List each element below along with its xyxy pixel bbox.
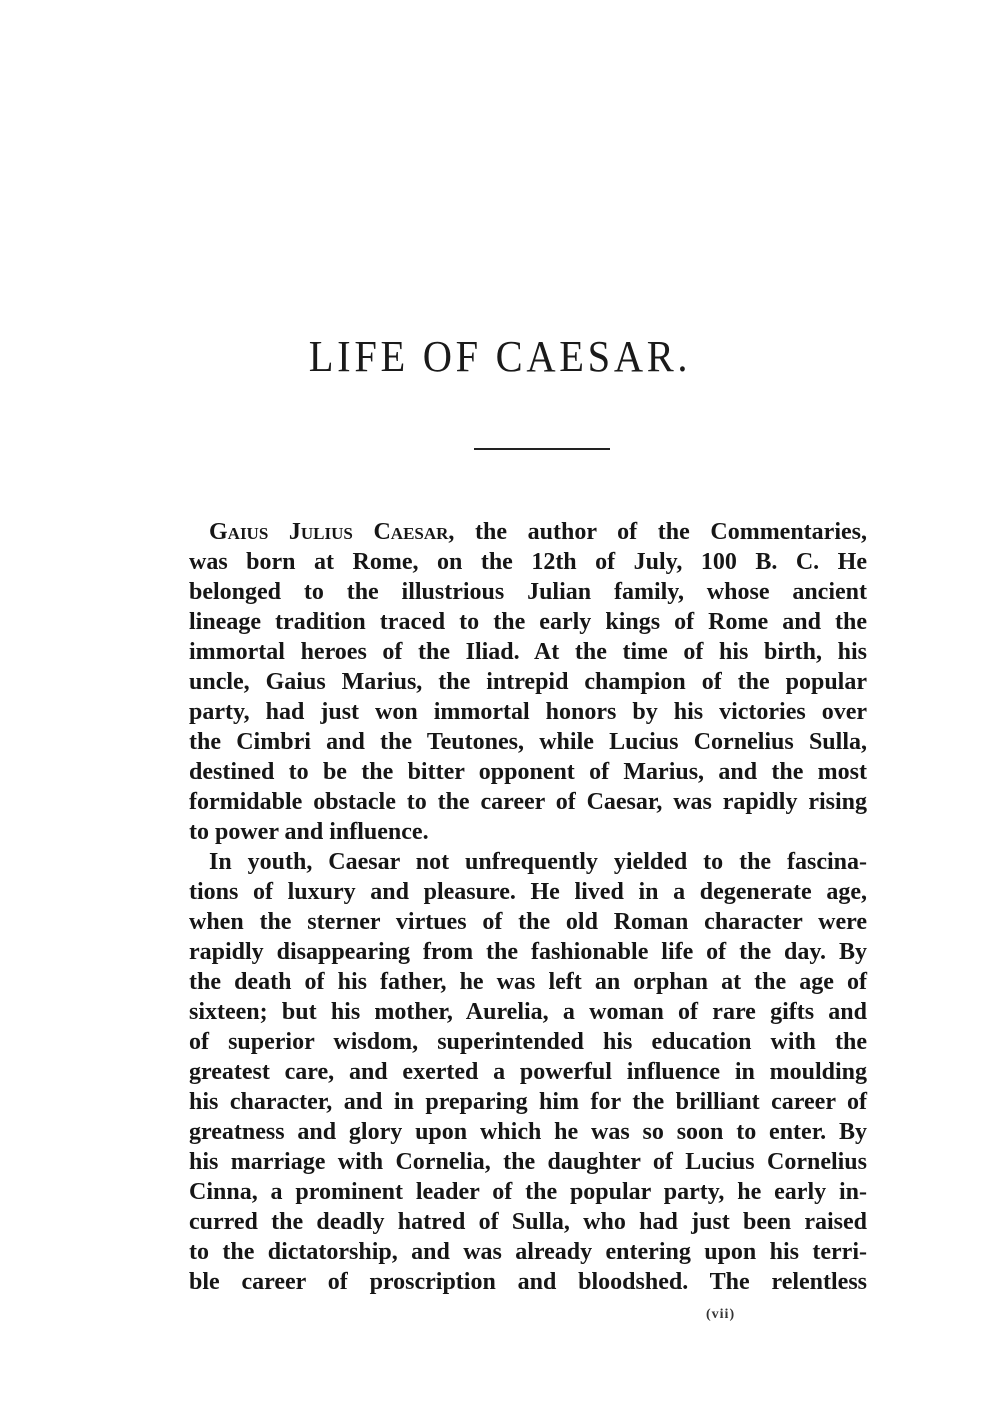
text-line: to the dictatorship, and was already entering upon his terri- xyxy=(189,1239,867,1265)
text-line: formidable obstacle to the career of Caesar, was rapidly rising xyxy=(189,789,867,815)
text-line: to power and influence. xyxy=(189,819,429,845)
text-line: his character, and in preparing him for the brilliant career of xyxy=(189,1089,867,1115)
page-title: LIFE OF CAESAR. xyxy=(308,332,692,381)
text-line: In youth, Caesar not unfrequently yielded to the fascina- xyxy=(209,849,867,875)
text-line-content: the author of the Commentaries, xyxy=(454,519,867,545)
text-line: curred the deadly hatred of Sulla, who had just been raised xyxy=(189,1209,867,1235)
text-line: greatest care, and exerted a powerful influence in moulding xyxy=(189,1059,867,1085)
text-line: was born at Rome, on the 12th of July, 100 B. C. He xyxy=(189,549,867,575)
text-line: belonged to the illustrious Julian family, whose ancient xyxy=(189,579,867,605)
text-line xyxy=(189,517,867,547)
text-line: uncle, Gaius Marius, the intrepid champion of the popular xyxy=(189,669,867,695)
text-line: the Cimbri and the Teutones, while Lucius Cornelius Sulla, xyxy=(189,729,867,755)
text-line: the death of his father, he was left an orphan at the age of xyxy=(189,969,867,995)
body-text xyxy=(189,517,867,1297)
title-rule xyxy=(474,448,610,450)
text-line: immortal heroes of the Iliad. At the time of his birth, his xyxy=(189,639,867,665)
opening-name: Gaius Julius Caesar, xyxy=(209,519,455,545)
text-line: when the sterner virtues of the old Roman character were xyxy=(189,909,867,935)
page-number: (vii) xyxy=(706,1307,736,1322)
text-line: Cinna, a prominent leader of the popular party, he early in- xyxy=(189,1179,867,1205)
text-line: ble career of proscription and bloodshed. The relentless xyxy=(189,1269,867,1295)
text-line: party, had just won immortal honors by his victories over xyxy=(189,699,867,725)
text-line: of superior wisdom, superintended his education with the xyxy=(189,1029,867,1055)
text-line: tions of luxury and pleasure. He lived in a degenerate age, xyxy=(189,879,867,905)
text-line: rapidly disappearing from the fashionable life of the day. By xyxy=(189,939,867,965)
text-line: lineage tradition traced to the early kings of Rome and the xyxy=(189,609,867,635)
text-line: destined to be the bitter opponent of Marius, and the most xyxy=(189,759,867,785)
text-line: greatness and glory upon which he was so soon to enter. By xyxy=(189,1119,867,1145)
text-line: sixteen; but his mother, Aurelia, a woman of rare gifts and xyxy=(189,999,867,1025)
text-line: his marriage with Cornelia, the daughter of Lucius Cornelius xyxy=(189,1149,867,1175)
